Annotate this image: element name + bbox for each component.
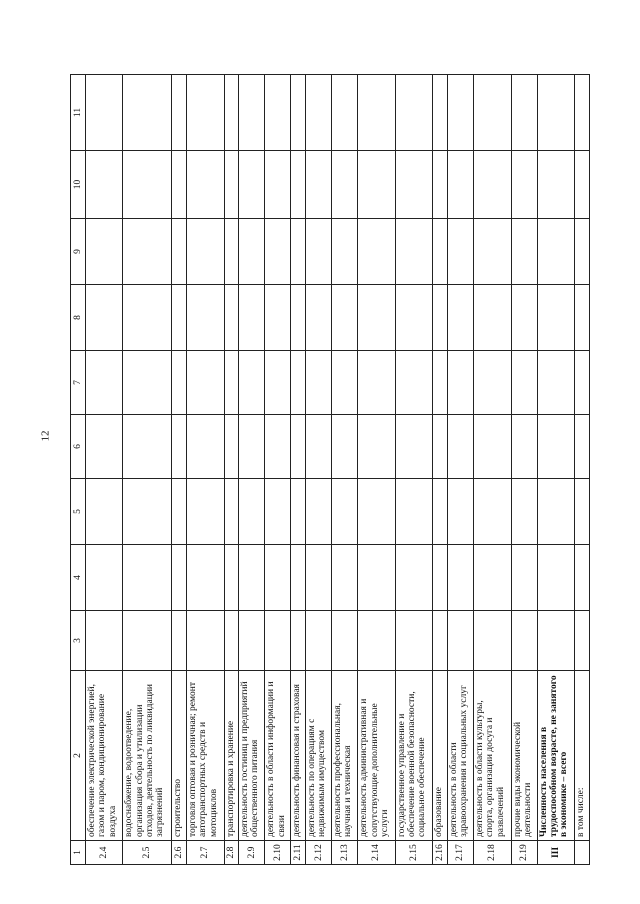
row-number (575, 841, 590, 865)
empty-cell (187, 151, 224, 219)
empty-cell (172, 479, 187, 545)
empty-cell (537, 351, 574, 415)
row-number: 2.4 (86, 841, 123, 865)
empty-cell (306, 151, 332, 219)
empty-cell (511, 611, 537, 671)
empty-cell (474, 479, 511, 545)
empty-cell (537, 75, 574, 151)
empty-cell (575, 611, 590, 671)
empty-cell (433, 285, 448, 351)
empty-cell (395, 151, 432, 219)
empty-cell (306, 479, 332, 545)
empty-cell (447, 285, 473, 351)
empty-cell (395, 285, 432, 351)
empty-cell (86, 219, 123, 285)
header-cell: 11 (71, 75, 86, 151)
table-row (187, 75, 224, 865)
empty-cell (575, 415, 590, 479)
empty-cell (172, 151, 187, 219)
empty-cell (224, 219, 239, 285)
row-label: водоснабжение, водоотведение, организация сбора и утилизации отходов, деятельность по ликвидации загрязнений (123, 671, 172, 841)
row-number: 2.10 (265, 841, 291, 865)
empty-cell (395, 545, 432, 611)
empty-cell (575, 479, 590, 545)
empty-cell (474, 415, 511, 479)
header-cell: 3 (71, 611, 86, 671)
table-row (537, 75, 574, 865)
empty-cell (265, 479, 291, 545)
row-label: деятельность в области информации и связи (265, 671, 291, 841)
empty-cell (511, 415, 537, 479)
empty-cell (86, 285, 123, 351)
empty-cell (332, 75, 358, 151)
empty-cell (474, 219, 511, 285)
empty-cell (332, 219, 358, 285)
empty-cell (575, 151, 590, 219)
empty-cell (265, 415, 291, 479)
empty-cell (291, 545, 306, 611)
empty-cell (358, 219, 395, 285)
header-cell: 8 (71, 285, 86, 351)
header-cell: 2 (71, 671, 86, 841)
empty-cell (123, 611, 172, 671)
empty-cell (332, 479, 358, 545)
empty-cell (172, 285, 187, 351)
empty-cell (86, 415, 123, 479)
empty-cell (447, 545, 473, 611)
table-row (224, 75, 239, 865)
table-row (291, 75, 306, 865)
empty-cell (433, 75, 448, 151)
row-label: деятельность гостиниц и предприятий общественного питания (239, 671, 265, 841)
row-number: 2.15 (395, 841, 432, 865)
empty-cell (187, 351, 224, 415)
row-number: III (537, 841, 574, 865)
empty-cell (358, 151, 395, 219)
empty-cell (332, 611, 358, 671)
empty-cell (187, 219, 224, 285)
row-number: 2.11 (291, 841, 306, 865)
row-label: торговля оптовая и розничная; ремонт автотранспортных средств и мотоциклов (187, 671, 224, 841)
empty-cell (395, 75, 432, 151)
table-container (70, 75, 590, 865)
empty-cell (433, 545, 448, 611)
empty-cell (123, 285, 172, 351)
empty-cell (358, 75, 395, 151)
row-number: 2.7 (187, 841, 224, 865)
empty-cell (239, 75, 265, 151)
row-number: 2.5 (123, 841, 172, 865)
empty-cell (291, 351, 306, 415)
empty-cell (172, 545, 187, 611)
empty-cell (224, 351, 239, 415)
empty-cell (474, 151, 511, 219)
empty-cell (291, 219, 306, 285)
empty-cell (511, 219, 537, 285)
empty-cell (306, 545, 332, 611)
row-label: в том числе: (575, 671, 590, 841)
empty-cell (86, 351, 123, 415)
empty-cell (575, 75, 590, 151)
row-label: деятельность административная и сопутствующие дополнительные услуги (358, 671, 395, 841)
empty-cell (306, 219, 332, 285)
table-row (433, 75, 448, 865)
header-cell: 5 (71, 479, 86, 545)
empty-cell (447, 479, 473, 545)
row-number: 2.9 (239, 841, 265, 865)
table-row (239, 75, 265, 865)
empty-cell (123, 75, 172, 151)
row-label: деятельность в области здравоохранения и социальных услуг (447, 671, 473, 841)
row-label: деятельность по операциям с недвижимым имуществом (306, 671, 332, 841)
table-row (474, 75, 511, 865)
header-cell: 4 (71, 545, 86, 611)
empty-cell (239, 285, 265, 351)
empty-cell (265, 351, 291, 415)
row-label: строительство (172, 671, 187, 841)
row-number: 2.8 (224, 841, 239, 865)
row-number: 2.16 (433, 841, 448, 865)
row-label: транспортировка и хранение (224, 671, 239, 841)
table-row (358, 75, 395, 865)
empty-cell (537, 151, 574, 219)
empty-cell (239, 611, 265, 671)
page-number: 12 (39, 430, 52, 442)
empty-cell (86, 151, 123, 219)
empty-cell (537, 415, 574, 479)
empty-cell (447, 351, 473, 415)
empty-cell (172, 75, 187, 151)
empty-cell (265, 219, 291, 285)
empty-cell (474, 545, 511, 611)
row-label: образование (433, 671, 448, 841)
empty-cell (537, 545, 574, 611)
empty-cell (265, 545, 291, 611)
empty-cell (239, 479, 265, 545)
empty-cell (239, 151, 265, 219)
empty-cell (575, 219, 590, 285)
empty-cell (306, 351, 332, 415)
empty-cell (224, 611, 239, 671)
empty-cell (239, 415, 265, 479)
empty-cell (447, 219, 473, 285)
empty-cell (172, 415, 187, 479)
empty-cell (433, 151, 448, 219)
empty-cell (86, 75, 123, 151)
empty-cell (447, 415, 473, 479)
empty-cell (187, 415, 224, 479)
row-number: 2.17 (447, 841, 473, 865)
empty-cell (172, 611, 187, 671)
empty-cell (239, 545, 265, 611)
row-number: 2.19 (511, 841, 537, 865)
empty-cell (332, 285, 358, 351)
empty-cell (358, 285, 395, 351)
empty-cell (224, 151, 239, 219)
empty-cell (224, 415, 239, 479)
empty-cell (575, 285, 590, 351)
empty-cell (474, 285, 511, 351)
row-label: обеспечение электрической энергией, газом и паром, кондиционирование воздуха (86, 671, 123, 841)
table-row (511, 75, 537, 865)
header-cell: 10 (71, 151, 86, 219)
empty-cell (358, 545, 395, 611)
empty-cell (187, 611, 224, 671)
empty-cell (224, 479, 239, 545)
empty-cell (358, 415, 395, 479)
empty-cell (86, 545, 123, 611)
empty-cell (306, 611, 332, 671)
empty-cell (291, 611, 306, 671)
empty-cell (306, 285, 332, 351)
empty-cell (265, 285, 291, 351)
empty-cell (537, 479, 574, 545)
empty-cell (187, 75, 224, 151)
empty-cell (86, 611, 123, 671)
empty-cell (239, 219, 265, 285)
empty-cell (511, 75, 537, 151)
table-row (265, 75, 291, 865)
empty-cell (187, 285, 224, 351)
empty-cell (306, 75, 332, 151)
table-row (332, 75, 358, 865)
empty-cell (291, 285, 306, 351)
empty-cell (474, 351, 511, 415)
header-cell: 6 (71, 415, 86, 479)
empty-cell (447, 611, 473, 671)
row-number: 2.18 (474, 841, 511, 865)
empty-cell (239, 351, 265, 415)
empty-cell (172, 351, 187, 415)
empty-cell (123, 151, 172, 219)
empty-cell (265, 151, 291, 219)
empty-cell (332, 545, 358, 611)
empty-cell (447, 151, 473, 219)
empty-cell (433, 219, 448, 285)
row-label: деятельность в области культуры, спорта, организации досуга и развлечений (474, 671, 511, 841)
row-label: деятельность профессиональная, научная и техническая (332, 671, 358, 841)
table-row (172, 75, 187, 865)
empty-cell (537, 611, 574, 671)
empty-cell (358, 351, 395, 415)
empty-cell (395, 415, 432, 479)
table-row (123, 75, 172, 865)
empty-cell (511, 545, 537, 611)
empty-cell (123, 479, 172, 545)
row-number: 2.12 (306, 841, 332, 865)
empty-cell (291, 479, 306, 545)
row-number: 2.6 (172, 841, 187, 865)
empty-cell (332, 351, 358, 415)
header-row (71, 75, 86, 865)
empty-cell (575, 351, 590, 415)
empty-cell (537, 285, 574, 351)
row-label: Численность населения в трудоспособном возрасте, не занятого в экономике – всего (537, 671, 574, 841)
empty-cell (265, 611, 291, 671)
empty-cell (433, 351, 448, 415)
empty-cell (395, 479, 432, 545)
table-row (306, 75, 332, 865)
empty-cell (474, 75, 511, 151)
table-row (86, 75, 123, 865)
empty-cell (511, 479, 537, 545)
table-row (395, 75, 432, 865)
row-label: государственное управление и обеспечение военной безопасности, социальное обеспечение (395, 671, 432, 841)
empty-cell (433, 479, 448, 545)
empty-cell (395, 351, 432, 415)
empty-cell (123, 545, 172, 611)
empty-cell (332, 415, 358, 479)
empty-cell (291, 151, 306, 219)
empty-cell (511, 285, 537, 351)
empty-cell (433, 611, 448, 671)
empty-cell (224, 285, 239, 351)
empty-cell (172, 219, 187, 285)
row-label: деятельность финансовая и страховая (291, 671, 306, 841)
empty-cell (447, 75, 473, 151)
empty-cell (575, 545, 590, 611)
empty-cell (187, 545, 224, 611)
empty-cell (291, 75, 306, 151)
table-row (447, 75, 473, 865)
table-row (575, 75, 590, 865)
row-label: прочие виды экономической деятельности (511, 671, 537, 841)
empty-cell (224, 75, 239, 151)
empty-cell (123, 219, 172, 285)
empty-cell (395, 611, 432, 671)
header-cell: 9 (71, 219, 86, 285)
empty-cell (433, 415, 448, 479)
empty-cell (358, 611, 395, 671)
empty-cell (86, 479, 123, 545)
empty-cell (395, 219, 432, 285)
row-number: 2.13 (332, 841, 358, 865)
empty-cell (332, 151, 358, 219)
data-table (70, 74, 590, 865)
header-cell: 7 (71, 351, 86, 415)
empty-cell (358, 479, 395, 545)
row-number: 2.14 (358, 841, 395, 865)
empty-cell (187, 479, 224, 545)
empty-cell (511, 151, 537, 219)
empty-cell (123, 351, 172, 415)
empty-cell (306, 415, 332, 479)
header-cell: 1 (71, 841, 86, 865)
empty-cell (537, 219, 574, 285)
empty-cell (474, 611, 511, 671)
empty-cell (291, 415, 306, 479)
empty-cell (123, 415, 172, 479)
empty-cell (265, 75, 291, 151)
empty-cell (511, 351, 537, 415)
empty-cell (224, 545, 239, 611)
